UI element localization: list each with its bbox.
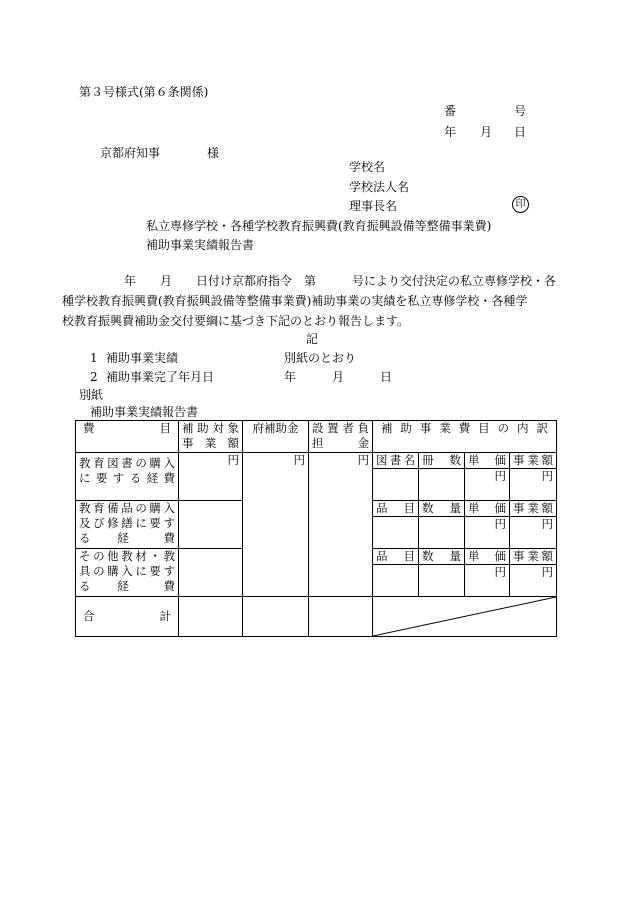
item-2-day: 日 [380,370,393,384]
header-moku: 目 [159,421,171,435]
row3-entry-1 [373,565,419,597]
table-header-row [76,421,557,453]
row2-sub-jigyogaku: 事業額 [510,501,557,517]
row2-entry-1 [373,517,419,549]
header-uchiwake: 補助事業費目の内訳 [373,421,557,453]
form-number: 第３号様式(第６条関係) [79,85,209,99]
total-row [76,597,557,637]
report-table [75,420,557,637]
diagonal-slash-line [373,597,556,636]
total-fuhojo-cell [243,597,309,637]
corporation-name-label: 学校法人名 [349,180,410,194]
row2-label: 教育備品の購入 及び修繕に要す る 経費 [76,501,179,549]
header-taisho [179,421,243,453]
row3-tanka-yen: 円 [465,565,510,597]
item-1-label: 補助事業実績 [106,351,179,365]
item-1-number: 1 [90,351,98,365]
item-2-number: 2 [90,370,98,384]
header-hi: 費 [83,421,95,435]
row3-jigyogaku-yen: 円 [510,565,557,597]
report-title-line1: 私立専修学校・各種学校教育振興費(教育振興設備等整備事業費) [146,219,492,233]
total-setchi-cell [309,597,373,637]
seal-mark: 印 [512,196,529,213]
item-2-month: 月 [332,370,345,384]
row1-sub-tanka: 単価 [465,453,510,469]
date-month-label: 月 [480,125,493,139]
date-day-label: 日 [514,125,527,139]
body-line-1: 年 月 日付け京都府指令 第 号により交付決定の私立専修学校・各 [124,274,557,288]
date-year-label: 年 [444,125,457,139]
row3-label: その他教材・教 具の購入に要す る 経費 [76,549,179,597]
addressee-name: 京都府知事 [100,146,161,160]
row1-label: 教育図書の購入 に要する経費 [76,453,179,501]
report-title-line2: 補助事業実績報告書 [146,238,255,252]
row1-sub-toshomei: 図書名 [373,453,419,469]
row1-entry-1 [373,469,419,501]
chairman-name-label: 理事長名 [349,199,398,213]
row1-taisho-cell: 円 [179,453,243,501]
addressee-honorific: 様 [207,146,220,160]
number-ban-label: 番 [444,104,457,118]
row1-tanka-yen: 円 [465,469,510,501]
row3-sub-hinmoku: 品目 [373,549,419,565]
header-setchi-line2: 担 金 [312,436,369,450]
row3-taisho-cell [179,549,243,597]
row1-jigyogaku-yen: 円 [510,469,557,501]
row3-sub-tanka: 単価 [465,549,510,565]
total-label: 合 計 [76,597,179,637]
item-2-label: 補助事業完了年月日 [106,370,215,384]
header-setchi-line1: 設置者負 [312,421,369,435]
body-line-2: 種学校教育振興費(教育振興設備等整備事業費)補助事業の実績を私立専修学校・各種学 [62,294,528,308]
row1-sub-satsusu: 冊数 [419,453,465,469]
header-setchi [309,421,373,453]
table-row [76,453,557,469]
header-fuhojo: 府補助金 [243,421,309,453]
row2-tanka-yen: 円 [465,517,510,549]
row2-taisho-cell [179,501,243,549]
row2-sub-tanka: 単価 [465,501,510,517]
item-1-value: 別紙のとおり [284,351,357,365]
total-breakdown-slashed-cell [373,597,557,637]
row1-entry-2 [419,469,465,501]
row1-sub-jigyogaku: 事業額 [510,453,557,469]
ki-heading: 記 [306,332,319,346]
row3-sub-jigyogaku: 事業額 [510,549,557,565]
school-name-label: 学校名 [349,160,386,174]
total-taisho-cell [179,597,243,637]
number-go-label: 号 [514,104,527,118]
row2-sub-hinmoku: 品目 [373,501,419,517]
body-line-3: 校教育振興費補助金交付要綱に基づき下記のとおり報告します。 [62,314,410,328]
appendix-title: 補助事業実績報告書 [90,405,199,419]
setchi-cell: 円 [309,453,373,597]
appendix-label: 別紙 [79,388,104,402]
header-taisho-line1: 補助対象 [182,421,239,435]
row2-entry-2 [419,517,465,549]
row2-jigyogaku-yen: 円 [510,517,557,549]
row3-entry-2 [419,565,465,597]
header-himoku [76,421,179,453]
fuhojo-cell: 円 [243,453,309,597]
row3-sub-suryo: 数量 [419,549,465,565]
header-taisho-line2: 事業額 [182,436,239,450]
item-2-year: 年 [284,370,297,384]
row2-sub-suryo: 数量 [419,501,465,517]
